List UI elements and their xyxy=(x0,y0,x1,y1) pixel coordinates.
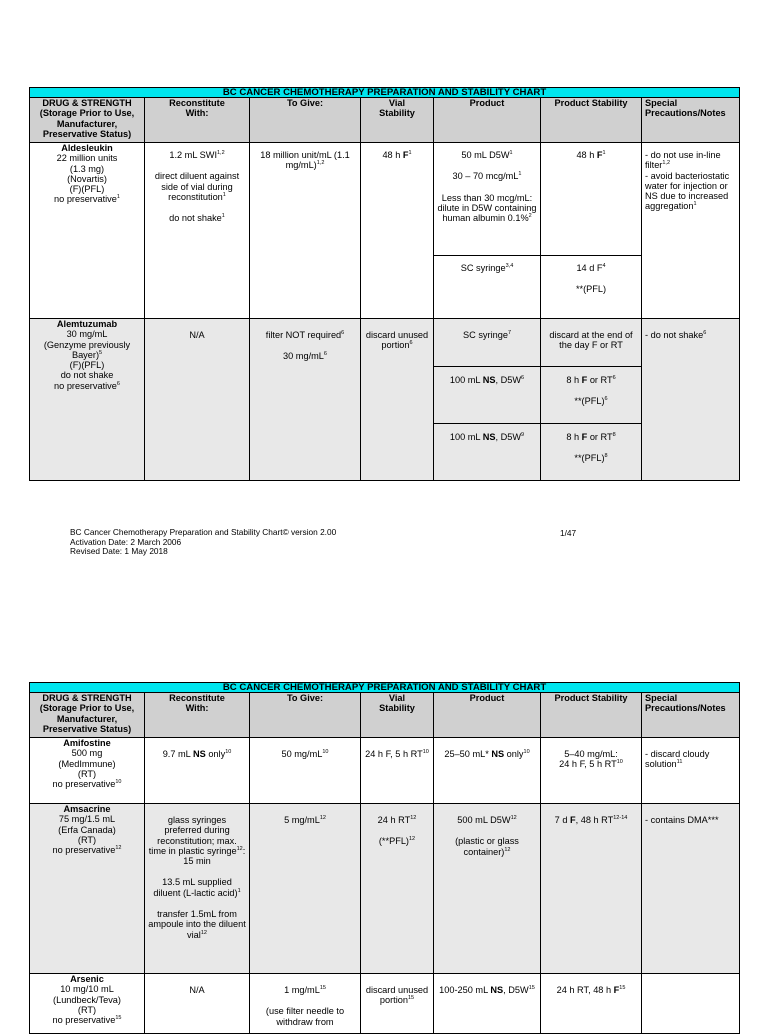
header-row xyxy=(30,98,740,143)
product-cell: SC syringe$^7$ xyxy=(434,319,541,367)
header-reconstitute: Reconstitute With: xyxy=(145,693,250,738)
page-footer xyxy=(70,528,336,557)
product-stability-cell: 5–40 mg/mL: 24 h F, 5 h RT$^{10}$ xyxy=(541,738,642,804)
product-stability-cell: discard at the end of the day F or RT xyxy=(541,319,642,367)
header-vial-stability: Vial Stability xyxy=(361,98,434,143)
header-to-give: To Give: xyxy=(250,98,361,143)
drug-name: Arsenic xyxy=(70,974,104,984)
header-vial-stability: Vial Stability xyxy=(361,693,434,738)
reconstitute-cell: N/A xyxy=(145,319,250,481)
vial-stability-cell: discard unused portion$^{15}$ xyxy=(361,974,434,1034)
notes-cell: - discard cloudy solution$^{11}$ xyxy=(642,738,740,804)
product-cell: 25–50 mL* NS only$^{10}$ xyxy=(434,738,541,804)
footer-revised-date: Revised Date: 1 May 2018 xyxy=(70,546,168,557)
reconstitute-cell: 9.7 mL NS only$^{10}$ xyxy=(145,738,250,804)
drug-row-amsacrine xyxy=(30,804,740,974)
product-cell: 100 mL NS, $D5W^6$ xyxy=(434,367,541,424)
product-cell: SC syringe$^{3,4}$ xyxy=(434,256,541,319)
header-drug-strength: DRUG & STRENGTH (Storage Prior to Use, Manufacturer, Preservative Status) xyxy=(30,98,145,143)
reconstitute-cell: glass syringes preferred during reconstitution; max. time in plastic syringe$^{12}$: 15 min 13.5 mL supplied diluent (L-lactic acid)$^1$ transfer 1.5mL from ampoule into the diluent vial$^{12}$ xyxy=(145,804,250,974)
drug-cell-arsenic: Arsenic 10 mg/10 mL (Lundbeck/Teva) (RT) no preservative$^{15}$ xyxy=(30,974,145,1034)
to-give-cell: 18 million unit/mL (1.1 mg/mL)$^{1,2}$ xyxy=(250,143,361,319)
notes-cell: - do not use in-line filter$^{1,2}$ - avoid bacteriostatic water for injection or NS due to increased aggregation$^1$ xyxy=(642,143,740,319)
to-give-cell: filter NOT required$^6$ 30 $mg/mL^6$ xyxy=(250,319,361,481)
product-stability-cell: 48 h $F^1$ xyxy=(541,143,642,256)
vial-stability-cell: discard unused portion$^6$ xyxy=(361,319,434,481)
product-cell: 100-250 mL NS, $D5W^{15}$ xyxy=(434,974,541,1034)
header-product-stability: Product Stability xyxy=(541,98,642,143)
header-reconstitute: Reconstitute With: xyxy=(145,98,250,143)
drug-cell-amsacrine: Amsacrine 75 mg/1.5 mL (Erfa Canada) (RT) no preservative$^{12}$ xyxy=(30,804,145,974)
drug-row-aldesleukin xyxy=(30,143,740,256)
header-to-give: To Give: xyxy=(250,693,361,738)
drug-row-arsenic xyxy=(30,974,740,1034)
table-title: BC CANCER CHEMOTHERAPY PREPARATION AND STABILITY CHART xyxy=(30,88,740,98)
stability-table-page-1 xyxy=(29,87,740,481)
product-stability-cell: 8 h F or $RT^6$ **(PFL)$^6$ xyxy=(541,367,642,424)
header-product: Product xyxy=(434,693,541,738)
vial-stability-cell: 24 h RT$^{12}$ $(**PFL)^{12}$ xyxy=(361,804,434,974)
header-product-stability: Product Stability xyxy=(541,693,642,738)
reconstitute-cell: 1.2 mL SWI$^{1,2}$ direct diluent against side of vial during reconstitution$^1$ do not shake$^1$ xyxy=(145,143,250,319)
table-title: BC CANCER CHEMOTHERAPY PREPARATION AND STABILITY CHART xyxy=(30,683,740,693)
product-cell: 50 mL $D5W^1$ 30 – 70 mcg/$mL^1$ Less than 30 mcg/mL: dilute in D5W containing human albumin 0.1%$^2$ xyxy=(434,143,541,256)
product-cell: 500 mL $D5W^{12}$ (plastic or glass container)$^{12}$ xyxy=(434,804,541,974)
to-give-cell: 50 $mg/mL^{10}$ xyxy=(250,738,361,804)
product-stability-cell: 8 h F or $RT^8$ **(PFL)$^8$ xyxy=(541,424,642,481)
to-give-cell: 5 $mg/mL^{12}$ xyxy=(250,804,361,974)
header-drug-strength: DRUG & STRENGTH (Storage Prior to Use, Manufacturer, Preservative Status) xyxy=(30,693,145,738)
vial-stability-cell: 24 h F, 5 h RT$^{10}$ xyxy=(361,738,434,804)
notes-cell: - do not shake$^6$ xyxy=(642,319,740,481)
header-product: Product xyxy=(434,98,541,143)
reconstitute-cell: N/A xyxy=(145,974,250,1034)
header-notes: Special Precautions/Notes xyxy=(642,98,740,143)
drug-row-alemtuzumab xyxy=(30,319,740,367)
drug-name: Alemtuzumab xyxy=(56,319,118,329)
product-stability-cell: 14 d $F^4$ **(PFL) xyxy=(541,256,642,319)
stability-table-page-2 xyxy=(29,682,740,1034)
product-cell: 100 mL NS, $D5W^9$ xyxy=(434,424,541,481)
notes-cell: - contains DMA*** xyxy=(642,804,740,974)
footer-version: BC Cancer Chemotherapy Preparation and Stability Chart© version 2.00 xyxy=(70,527,337,537)
footer-activation-date: Activation Date: 2 March 2006 xyxy=(70,536,182,547)
header-notes: Special Precautions/Notes xyxy=(642,693,740,738)
drug-name: Amifostine xyxy=(63,738,111,748)
header-row xyxy=(30,693,740,738)
drug-cell-amifostine: Amifostine 500 mg (MedImmune) (RT) no preservative$^{10}$ xyxy=(30,738,145,804)
vial-stability-cell: 48 h $F^1$ xyxy=(361,143,434,319)
product-stability-cell: 24 h RT, 48 h $F^{15}$ xyxy=(541,974,642,1034)
page-number: 1/47 xyxy=(560,528,577,538)
drug-name: Aldesleukin xyxy=(61,143,113,153)
to-give-cell: 1 $mg/mL^{15}$ (use filter needle to withdraw from xyxy=(250,974,361,1034)
drug-cell-aldesleukin: Aldesleukin 22 million units (1.3 mg) (Novartis) (F)(PFL) no preservative$^1$ xyxy=(30,143,145,319)
drug-row-amifostine xyxy=(30,738,740,804)
drug-cell-alemtuzumab: Alemtuzumab 30 mg/mL (Genzyme previously Bayer)$^5$ (F)(PFL) do not shake no preservative$^6$ xyxy=(30,319,145,481)
notes-cell xyxy=(642,974,740,1034)
drug-name: Amsacrine xyxy=(63,804,111,814)
product-stability-cell: 7 d F, 48 h RT$^{12-14}$ xyxy=(541,804,642,974)
